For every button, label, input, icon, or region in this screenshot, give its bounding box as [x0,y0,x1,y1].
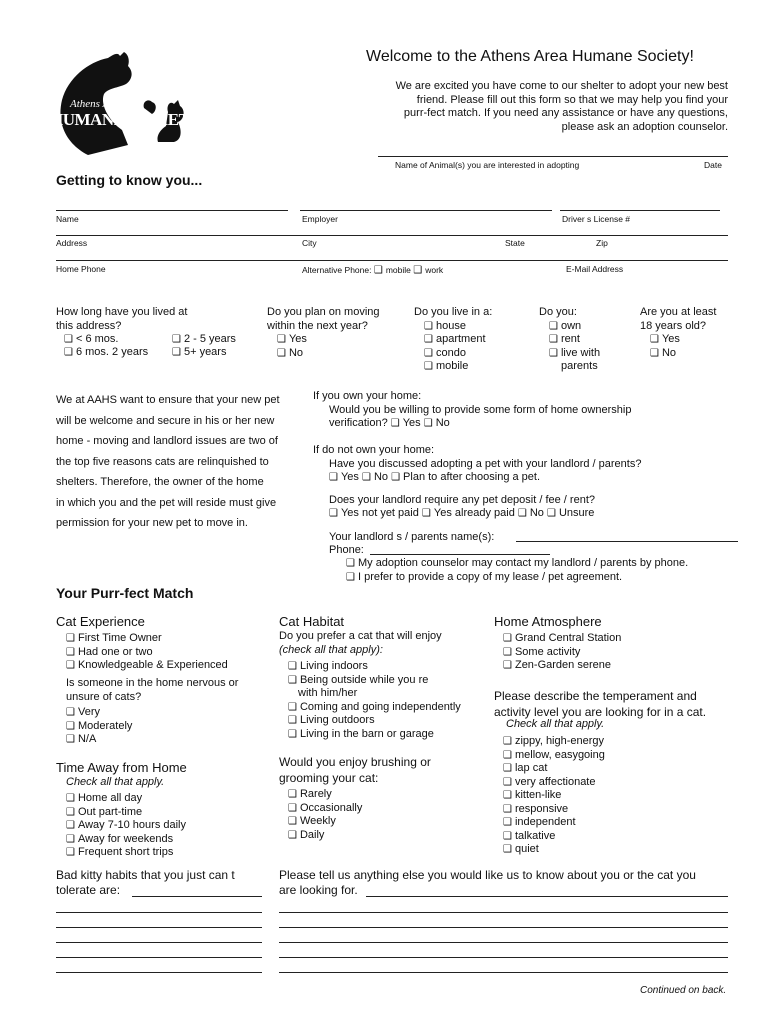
anything-else-line-2[interactable] [279,927,728,928]
anything-else-line-5[interactable] [279,972,728,973]
exp-one-two-checkbox[interactable]: ❑ Had one or two [66,646,228,660]
discussed-no-checkbox[interactable]: ❑ No [362,471,388,483]
house-checkbox[interactable]: ❑ house [424,320,492,334]
deposit-no-checkbox[interactable]: ❑ No [518,507,544,519]
discussed-yes-checkbox[interactable]: ❑ Yes [329,471,359,483]
own-home-block: If you own your home: Would you be willing to provide some form of home ownership verification? ❑ Yes ❑ No [313,390,631,431]
alt-phone-label: Alternative Phone: ❑ mobile ❑ work [302,265,443,276]
live-in-question: Do you live in a: ❑ house ❑ apartment ❑ condo ❑ mobile [414,306,492,374]
habitat-indoors-checkbox[interactable]: ❑ Living indoors [288,660,461,674]
bad-habits-line-2[interactable] [56,927,262,928]
mobile-checkbox[interactable]: ❑ mobile [374,265,411,275]
anything-else-line-4[interactable] [279,957,728,958]
bad-habits-line-5[interactable] [56,972,262,973]
own-verify-yes-checkbox[interactable]: ❑ Yes [391,417,421,429]
bad-habits-line-3[interactable] [56,942,262,943]
nervous-question: Is someone in the home nervous or unsure of cats? [66,677,239,703]
temper-affectionate-checkbox[interactable]: ❑ very affectionate [503,776,605,790]
lived-lt6-checkbox[interactable]: ❑ < 6 mos. [64,333,118,347]
nervous-very-checkbox[interactable]: ❑ Very [66,706,132,720]
bad-habits-question: Bad kitty habits that you just can t tolerate are: [56,868,235,897]
not-own-block: If do not own your home: Have you discussed adopting a pet with your landlord / parents? ❑ Yes ❑ No ❑ Plan to after choosing a pet. Does your landlord require any pet deposit / fee / rent? ❑ Yes not yet paid ❑ Yes already paid ❑ No ❑ Unsure [313,444,641,521]
age-yes-checkbox[interactable]: ❑ Yes [650,333,716,347]
license-label: Driver s License # [562,214,631,224]
logo [48,50,208,160]
zip-label: Zip [596,238,608,248]
temper-zippy-checkbox[interactable]: ❑ zippy, high-energy [503,735,605,749]
apartment-checkbox[interactable]: ❑ apartment [424,333,492,347]
intro-text: We are excited you have come to our shelter to adopt your new best friend. Please fill out this form so that we may help you find your purr-fect match. If you need any assistance or have any questions, please ask an adoption counselor. [395,80,728,133]
exp-knowledgeable-checkbox[interactable]: ❑ Knowledgeable & Experienced [66,659,228,673]
lived-6mo2y-checkbox[interactable]: ❑ 6 mos. 2 years [64,346,148,360]
live-with-parents-checkbox[interactable]: ❑ live with [549,347,600,361]
temper-responsive-checkbox[interactable]: ❑ responsive [503,803,605,817]
lived-2to5-checkbox[interactable]: ❑ 2 - 5 years [172,333,236,347]
brush-daily-checkbox[interactable]: ❑ Daily [288,829,362,843]
contact-landlord-checkbox[interactable]: ❑ My adoption counselor may contact my landlord / parents by phone. [346,557,688,571]
logo-line1: Athens Area [70,98,124,110]
experience-options [66,632,228,673]
page-title: Welcome to the Athens Area Humane Society! [366,48,694,65]
temperament-check-all: Check all that apply. [506,718,605,730]
habitat-outside-checkbox[interactable]: ❑ Being outside while you re [288,674,461,688]
moving-yes-checkbox[interactable]: ❑ Yes [277,333,380,347]
moving-no-checkbox[interactable]: ❑ No [277,347,380,361]
lived-5plus-checkbox[interactable]: ❑ 5+ years [172,346,226,360]
lived-question: How long have you lived at this address? ❑ < 6 mos. ❑ 2 - 5 years ❑ 6 mos. 2 years ❑ 5+ years [56,306,187,359]
plan-after-checkbox[interactable]: ❑ Plan to after choosing a pet. [391,471,540,483]
temper-kitten-checkbox[interactable]: ❑ kitten-like [503,789,605,803]
atmo-some-checkbox[interactable]: ❑ Some activity [503,646,621,660]
city-label: City [302,238,317,248]
mobile-home-checkbox[interactable]: ❑ mobile [424,360,492,374]
cat-habitat-heading: Cat Habitat [279,614,345,629]
section-getting-to-know: Getting to know you... [56,172,203,188]
brush-options [288,788,362,842]
temper-talkative-checkbox[interactable]: ❑ talkative [503,830,605,844]
condo-checkbox[interactable]: ❑ condo [424,347,492,361]
brush-occasionally-checkbox[interactable]: ❑ Occasionally [288,802,362,816]
habitat-barn-checkbox[interactable]: ❑ Living in the barn or garage [288,728,461,742]
rent-checkbox[interactable]: ❑ rent [549,333,600,347]
time-away-heading: Time Away from Home [56,760,187,775]
contact-options [346,557,688,584]
time-home-checkbox[interactable]: ❑ Home all day [66,792,186,806]
home-atmosphere-heading: Home Atmosphere [494,614,602,629]
temper-mellow-checkbox[interactable]: ❑ mellow, easygoing [503,749,605,763]
habitat-options: ❑ Living indoors ❑ Being outside while you re with him/her ❑ Coming and going independently ❑ Living outdoors ❑ Living in the barn or garage [288,660,461,741]
nervous-na-checkbox[interactable]: ❑ N/A [66,733,132,747]
cat-experience-heading: Cat Experience [56,614,145,629]
atmo-grand-central-checkbox[interactable]: ❑ Grand Central Station [503,632,621,646]
own-verify-no-checkbox[interactable]: ❑ No [424,417,450,429]
do-you-question: Do you: ❑ own ❑ rent ❑ live with parents [539,306,600,374]
own-checkbox[interactable]: ❑ own [549,320,600,334]
brush-question: Would you enjoy brushing or grooming your cat: [279,755,431,785]
bad-habits-line-4[interactable] [56,957,262,958]
time-trips-checkbox[interactable]: ❑ Frequent short trips [66,846,186,860]
atmosphere-options [503,632,621,673]
employer-label: Employer [302,214,338,224]
state-label: State [505,238,525,248]
brush-weekly-checkbox[interactable]: ❑ Weekly [288,815,362,829]
brush-rarely-checkbox[interactable]: ❑ Rarely [288,788,362,802]
nervous-moderately-checkbox[interactable]: ❑ Moderately [66,720,132,734]
time-away-checkbox[interactable]: ❑ Away 7-10 hours daily [66,819,186,833]
logo-line2: HUMANE SOCIETY [50,110,202,129]
continued-note: Continued on back. [640,985,727,996]
deposit-unsure-checkbox[interactable]: ❑ Unsure [547,507,594,519]
landlord-phone-field[interactable]: Phone: [329,544,364,556]
landlord-paragraph: We at AAHS want to ensure that your new pet will be welcome and secure in his or her new home - moving and landlord issues are two of the top five reasons cats are relinquished to shelters. Therefore, the owner of the home in which you and the pet will reside must give permission for your new pet to move in. [56,394,280,529]
habitat-outdoors-checkbox[interactable]: ❑ Living outdoors [288,714,461,728]
temperament-options [503,735,605,857]
exp-first-checkbox[interactable]: ❑ First Time Owner [66,632,228,646]
nervous-options [66,706,132,747]
landlord-name-field[interactable]: Your landlord s / parents name(s): [329,531,495,543]
section-purrfect-match: Your Purr-fect Match [56,585,194,601]
email-label: E-Mail Address [566,264,624,274]
deposit-paid-checkbox[interactable]: ❑ Yes already paid [422,507,515,519]
home-phone-label: Home Phone [56,264,106,274]
provide-lease-checkbox[interactable]: ❑ I prefer to provide a copy of my lease / pet agreement. [346,571,688,585]
atmo-zen-checkbox[interactable]: ❑ Zen-Garden serene [503,659,621,673]
date-label: Date [704,160,722,170]
habitat-question: Do you prefer a cat that will enjoy (check all that apply): [279,630,442,656]
habitat-independent-checkbox[interactable]: ❑ Coming and going independently [288,701,461,715]
deposit-not-paid-checkbox[interactable]: ❑ Yes not yet paid [329,507,419,519]
anything-else-question: Please tell us anything else you would like us to know about you or the cat you are looking for. [279,868,696,897]
age-no-checkbox[interactable]: ❑ No [650,347,716,361]
temper-quiet-checkbox[interactable]: ❑ quiet [503,843,605,857]
address-label: Address [56,238,88,248]
anything-else-line-0[interactable] [366,896,728,897]
moving-question: Do you plan on moving within the next year? ❑ Yes ❑ No [267,306,380,360]
anything-else-line-1[interactable] [279,912,728,913]
temperament-question: Please describe the temperament and activity level you are looking for in a cat. [494,689,707,719]
temper-lap-checkbox[interactable]: ❑ lap cat [503,762,605,776]
time-options [66,792,186,860]
bad-habits-line-1[interactable] [56,912,262,913]
time-weekends-checkbox[interactable]: ❑ Away for weekends [66,833,186,847]
work-checkbox[interactable]: ❑ work [413,265,443,275]
animal-label: Name of Animal(s) you are interested in adopting [395,160,580,170]
time-parttime-checkbox[interactable]: ❑ Out part-time [66,806,186,820]
time-check-all: Check all that apply. [66,776,165,788]
animal-line[interactable] [378,156,728,157]
age-question: Are you at least 18 years old? ❑ Yes ❑ No [640,306,716,360]
temper-independent-checkbox[interactable]: ❑ independent [503,816,605,830]
bad-habits-line-0[interactable] [132,896,262,897]
anything-else-line-3[interactable] [279,942,728,943]
name-label: Name [56,214,79,224]
